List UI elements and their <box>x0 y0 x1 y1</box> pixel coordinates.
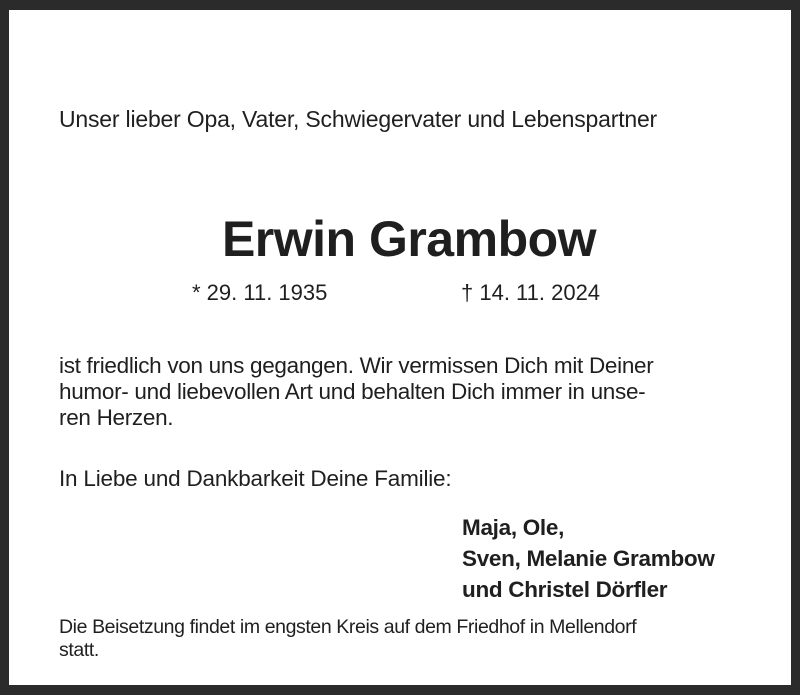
message-line: ist friedlich von uns gegangen. Wir vermissen Dich mit Deiner <box>59 353 654 378</box>
funeral-info <box>59 616 769 662</box>
farewell-message <box>59 353 764 431</box>
family-member-line: Sven, Melanie Grambow <box>462 546 715 571</box>
death-date: † 14. 11. 2024 <box>461 280 601 305</box>
intro-text: Unser lieber Opa, Vater, Schwiegervater und Lebenspartner <box>59 106 658 132</box>
message-line: ren Herzen. <box>59 405 174 430</box>
funeral-line: Die Beisetzung findet im engsten Kreis auf dem Friedhof in Mellendorf <box>59 616 637 638</box>
message-line: humor- und liebevollen Art und behalten Dich immer in unse- <box>59 379 646 404</box>
family-member-line: und Christel Dörfler <box>462 577 668 602</box>
dedication-text: In Liebe und Dankbarkeit Deine Familie: <box>59 466 452 491</box>
family-member-line: Maja, Ole, <box>462 515 565 540</box>
funeral-line: statt. <box>59 639 99 661</box>
deceased-name: Erwin Grambow <box>221 211 597 267</box>
birth-date: * 29. 11. 1935 <box>192 280 328 305</box>
family-signatures <box>462 512 715 605</box>
